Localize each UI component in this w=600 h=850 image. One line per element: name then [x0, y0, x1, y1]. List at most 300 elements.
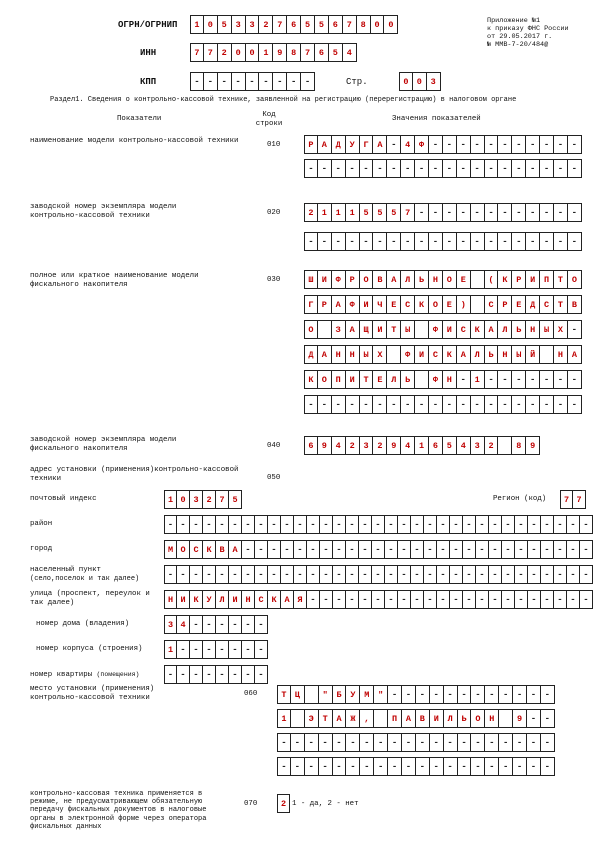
section-title: Раздел1. Сведения о контрольно-кассовой технике, заявленной на регистрацию (перерегистрацию) в налоговом органе [50, 96, 517, 104]
char-cell: - [415, 203, 429, 222]
char-cell: А [402, 709, 416, 728]
inn-field[interactable] [190, 43, 357, 62]
char-cell: О [471, 709, 485, 728]
char-cell: 6 [304, 436, 318, 455]
char-cell: 1 [277, 709, 291, 728]
char-cell: - [320, 565, 333, 584]
char-cell: - [301, 72, 315, 91]
char-cell: - [319, 733, 333, 752]
char-cell: - [424, 565, 437, 584]
char-cell: - [415, 159, 429, 178]
char-cell: Н [485, 709, 499, 728]
char-cell: В [373, 270, 387, 289]
char-cell: 6 [429, 436, 443, 455]
char-cell: А [568, 345, 582, 364]
char-cell: Х [554, 320, 568, 339]
char-cell: Ц [291, 685, 305, 704]
char-cell: - [541, 709, 555, 728]
char-cell: - [429, 395, 443, 414]
column-code: Код строки [255, 111, 283, 128]
char-cell: - [476, 515, 489, 534]
char-cell: ) [457, 295, 471, 314]
char-cell: 4 [401, 436, 415, 455]
row-030-line-5[interactable] [304, 370, 582, 389]
char-cell: О [443, 270, 457, 289]
char-cell: А [346, 320, 360, 339]
char-cell: Л [216, 590, 229, 609]
char-cell: В [216, 540, 229, 559]
char-cell: - [512, 203, 526, 222]
char-cell [415, 320, 429, 339]
char-cell: - [373, 232, 387, 251]
char-cell: Г [304, 295, 318, 314]
house-field[interactable] [164, 615, 268, 634]
char-cell: - [287, 72, 301, 91]
char-cell [499, 709, 513, 728]
char-cell: - [255, 565, 268, 584]
char-cell: - [164, 665, 177, 684]
char-cell: - [471, 733, 485, 752]
char-cell: - [332, 395, 346, 414]
char-cell: - [216, 665, 229, 684]
char-cell: А [387, 270, 401, 289]
char-cell: - [430, 685, 444, 704]
char-cell: А [281, 590, 294, 609]
char-cell: - [457, 203, 471, 222]
char-cell: Н [242, 590, 255, 609]
char-cell: - [320, 515, 333, 534]
char-cell: 2 [373, 436, 387, 455]
char-cell: " [374, 685, 388, 704]
char-cell: - [437, 515, 450, 534]
char-cell: А [333, 709, 347, 728]
char-cell: - [411, 565, 424, 584]
char-cell: Ь [485, 345, 499, 364]
char-cell: - [429, 232, 443, 251]
char-cell: - [359, 565, 372, 584]
char-cell: - [190, 72, 204, 91]
char-cell: - [443, 395, 457, 414]
char-cell: Ф [346, 295, 360, 314]
char-cell: - [567, 565, 580, 584]
char-cell: И [415, 345, 429, 364]
char-cell: - [476, 540, 489, 559]
char-cell: Ф [415, 135, 429, 154]
char-cell: - [437, 540, 450, 559]
char-cell: У [346, 135, 360, 154]
char-cell: М [360, 685, 374, 704]
char-cell: 7 [216, 490, 229, 509]
char-cell: - [203, 640, 216, 659]
row-030-line-3[interactable] [304, 320, 582, 339]
char-cell: - [512, 370, 526, 389]
char-cell: О [318, 370, 332, 389]
row-060-line-4[interactable] [277, 757, 555, 776]
char-cell: 0 [246, 43, 260, 62]
char-cell: - [360, 395, 374, 414]
char-cell: О [177, 540, 190, 559]
char-cell: - [540, 159, 554, 178]
char-cell: - [416, 733, 430, 752]
char-cell: С [190, 540, 203, 559]
char-cell: - [515, 540, 528, 559]
char-cell: - [554, 565, 567, 584]
char-cell: Ф [429, 320, 443, 339]
appendix-line-1: Приложение №1 [487, 17, 541, 25]
char-cell: 4 [332, 436, 346, 455]
char-cell: 2 [203, 490, 216, 509]
char-cell: Т [319, 709, 333, 728]
char-cell: - [541, 565, 554, 584]
char-cell: А [485, 320, 499, 339]
char-cell: - [498, 232, 512, 251]
char-cell: 5 [229, 490, 242, 509]
char-cell: 7 [190, 43, 204, 62]
locality-field[interactable] [164, 565, 593, 584]
char-cell: А [318, 135, 332, 154]
char-cell: Х [373, 345, 387, 364]
char-cell: - [242, 515, 255, 534]
row-040-line-1[interactable] [304, 436, 540, 455]
char-cell: О [429, 295, 443, 314]
char-cell: - [528, 515, 541, 534]
char-cell: - [489, 540, 502, 559]
char-cell: - [450, 590, 463, 609]
row-030-label: полное или краткое наименование модели фискального накопителя [30, 272, 199, 289]
inn-label: ИНН [140, 48, 157, 58]
char-cell: - [540, 370, 554, 389]
ogrn-label: ОГРН/ОГРНИП [118, 20, 178, 30]
char-cell: И [430, 709, 444, 728]
char-cell: К [304, 370, 318, 389]
char-cell: Ы [512, 345, 526, 364]
char-cell: - [554, 515, 567, 534]
char-cell: - [360, 159, 374, 178]
row-020-line-2[interactable] [304, 232, 582, 251]
char-cell: 1 [190, 15, 204, 34]
char-cell: 0 [413, 72, 427, 91]
char-cell: 2 [346, 436, 360, 455]
char-cell: А [332, 295, 346, 314]
char-cell: 5 [329, 43, 343, 62]
char-cell: - [218, 72, 232, 91]
char-cell: - [458, 733, 472, 752]
char-cell: - [476, 565, 489, 584]
char-cell: 9 [513, 709, 527, 728]
char-cell: Н [498, 345, 512, 364]
char-cell: - [568, 159, 582, 178]
char-cell: - [580, 515, 593, 534]
char-cell: Р [346, 270, 360, 289]
char-cell: - [498, 203, 512, 222]
row-060-label: место установки (применения) контрольно-кассовой техники [30, 685, 155, 702]
char-cell: - [385, 590, 398, 609]
char-cell: - [164, 515, 177, 534]
char-cell: - [489, 515, 502, 534]
char-cell: - [512, 135, 526, 154]
char-cell: - [387, 395, 401, 414]
char-cell: - [304, 232, 318, 251]
char-cell: - [307, 540, 320, 559]
char-cell: - [540, 395, 554, 414]
row-070-field[interactable] [277, 794, 290, 813]
char-cell: Ь [512, 320, 526, 339]
apartment-field[interactable] [164, 665, 268, 684]
char-cell: - [515, 565, 528, 584]
char-cell: - [307, 515, 320, 534]
char-cell: - [216, 565, 229, 584]
char-cell: - [281, 540, 294, 559]
row-010-label: наименование модели контрольно-кассовой техники [30, 137, 239, 145]
char-cell: - [305, 757, 319, 776]
char-cell: - [411, 540, 424, 559]
char-cell: 7 [204, 43, 218, 62]
row-030-line-2[interactable] [304, 295, 582, 314]
char-cell: - [485, 757, 499, 776]
ogrn-field[interactable] [190, 15, 398, 34]
char-cell: - [190, 640, 203, 659]
char-cell: - [360, 232, 374, 251]
char-cell: - [567, 540, 580, 559]
char-cell: - [554, 395, 568, 414]
char-cell: - [568, 395, 582, 414]
char-cell: - [268, 565, 281, 584]
char-cell: - [333, 590, 346, 609]
char-cell: - [502, 515, 515, 534]
char-cell: - [346, 733, 360, 752]
char-cell: - [216, 615, 229, 634]
char-cell: С [401, 295, 415, 314]
row-020-line-1[interactable] [304, 203, 582, 222]
char-cell: Л [387, 370, 401, 389]
char-cell: - [304, 395, 318, 414]
char-cell: Т [554, 270, 568, 289]
char-cell: - [568, 135, 582, 154]
char-cell: 9 [387, 436, 401, 455]
char-cell: - [526, 135, 540, 154]
char-cell: - [554, 370, 568, 389]
char-cell: - [554, 590, 567, 609]
char-cell: - [485, 370, 499, 389]
char-cell: - [333, 540, 346, 559]
char-cell: 5 [301, 15, 315, 34]
char-cell: Р [304, 135, 318, 154]
char-cell: - [359, 540, 372, 559]
char-cell: - [190, 615, 203, 634]
char-cell: - [307, 590, 320, 609]
postal-index-field[interactable] [164, 490, 242, 509]
char-cell: А [318, 345, 332, 364]
char-cell: - [216, 515, 229, 534]
char-cell: - [444, 685, 458, 704]
char-cell: - [541, 685, 555, 704]
char-cell: К [498, 270, 512, 289]
char-cell: - [346, 395, 360, 414]
char-cell: 0 [177, 490, 190, 509]
char-cell: - [450, 565, 463, 584]
row-060-code: 060 [244, 690, 258, 698]
char-cell: - [457, 395, 471, 414]
char-cell: - [430, 733, 444, 752]
char-cell: - [190, 515, 203, 534]
char-cell: - [471, 135, 485, 154]
char-cell: 0 [399, 72, 413, 91]
char-cell: - [320, 540, 333, 559]
char-cell: - [204, 72, 218, 91]
page-label: Стр. [346, 77, 368, 87]
char-cell: - [388, 733, 402, 752]
region-code-field[interactable] [560, 490, 586, 509]
char-cell: 0 [204, 15, 218, 34]
char-cell: 8 [512, 436, 526, 455]
row-060-line-3[interactable] [277, 733, 555, 752]
char-cell: П [540, 270, 554, 289]
char-cell: - [568, 320, 582, 339]
char-cell: 2 [304, 203, 318, 222]
char-cell: - [373, 395, 387, 414]
street-label: улица (проспект, переулок и так далее) [30, 590, 150, 607]
char-cell: 0 [232, 43, 246, 62]
page-number-field[interactable] [399, 72, 441, 91]
char-cell: - [402, 685, 416, 704]
char-cell: Л [498, 320, 512, 339]
char-cell: - [541, 757, 555, 776]
char-cell: - [463, 515, 476, 534]
char-cell: - [499, 733, 513, 752]
char-cell: - [498, 159, 512, 178]
building-field[interactable] [164, 640, 268, 659]
char-cell: Э [305, 709, 319, 728]
street-field[interactable] [164, 590, 593, 609]
char-cell: 7 [401, 203, 415, 222]
char-cell: К [471, 320, 485, 339]
row-060-line-1[interactable] [277, 685, 555, 704]
char-cell: - [515, 515, 528, 534]
column-values: Значения показателей [392, 115, 481, 123]
row-030-line-4[interactable] [304, 345, 582, 364]
char-cell: Щ [360, 320, 374, 339]
char-cell: 6 [287, 15, 301, 34]
char-cell: К [443, 345, 457, 364]
char-cell: - [416, 757, 430, 776]
column-indicators: Показатели [117, 115, 162, 123]
char-cell: - [372, 590, 385, 609]
char-cell: - [294, 565, 307, 584]
char-cell: 3 [246, 15, 260, 34]
row-060-line-2[interactable] [277, 709, 555, 728]
char-cell: - [502, 590, 515, 609]
char-cell: - [526, 370, 540, 389]
district-field[interactable] [164, 515, 593, 534]
row-010-line-1[interactable] [304, 135, 582, 154]
char-cell: - [515, 590, 528, 609]
char-cell: У [346, 685, 360, 704]
char-cell: 5 [373, 203, 387, 222]
char-cell: Ы [540, 320, 554, 339]
char-cell: - [360, 733, 374, 752]
char-cell: П [332, 370, 346, 389]
char-cell: Б [333, 685, 347, 704]
char-cell: М [164, 540, 177, 559]
char-cell: Ь [415, 270, 429, 289]
char-cell: - [164, 565, 177, 584]
char-cell: Ф [429, 370, 443, 389]
char-cell: И [177, 590, 190, 609]
char-cell: - [485, 135, 499, 154]
char-cell: - [401, 395, 415, 414]
row-030-line-1[interactable] [304, 270, 582, 289]
row-020-code: 020 [267, 209, 281, 217]
char-cell: - [580, 565, 593, 584]
char-cell: - [332, 232, 346, 251]
char-cell: 9 [273, 43, 287, 62]
char-cell: Р [318, 295, 332, 314]
char-cell: - [294, 540, 307, 559]
apartment-label-text: номер квартиры [30, 671, 93, 679]
char-cell: 1 [164, 490, 177, 509]
char-cell: - [450, 540, 463, 559]
char-cell: - [346, 590, 359, 609]
city-field[interactable] [164, 540, 593, 559]
appendix-line-3: от 29.05.2017 г. [487, 33, 553, 41]
char-cell: Н [554, 345, 568, 364]
char-cell: К [203, 540, 216, 559]
char-cell: - [498, 395, 512, 414]
char-cell: 1 [259, 43, 273, 62]
char-cell: И [346, 370, 360, 389]
char-cell [291, 709, 305, 728]
char-cell: - [319, 757, 333, 776]
char-cell: - [485, 232, 499, 251]
char-cell: К [190, 590, 203, 609]
char-cell: - [332, 159, 346, 178]
char-cell: - [568, 203, 582, 222]
char-cell: - [277, 757, 291, 776]
char-cell: 2 [277, 794, 290, 813]
char-cell: С [540, 295, 554, 314]
row-010-line-2[interactable] [304, 159, 582, 178]
char-cell [374, 709, 388, 728]
char-cell: 3 [164, 615, 177, 634]
kpp-field[interactable] [190, 72, 315, 91]
char-cell [415, 370, 429, 389]
char-cell: - [463, 590, 476, 609]
char-cell: 9 [526, 436, 540, 455]
char-cell: 8 [287, 43, 301, 62]
char-cell: - [242, 540, 255, 559]
apartment-label [30, 670, 139, 680]
char-cell: - [554, 135, 568, 154]
char-cell: - [527, 685, 541, 704]
char-cell: - [528, 540, 541, 559]
char-cell: - [401, 159, 415, 178]
char-cell: 1 [346, 203, 360, 222]
char-cell: Л [471, 345, 485, 364]
char-cell: В [416, 709, 430, 728]
char-cell: - [346, 565, 359, 584]
row-030-line-6[interactable] [304, 395, 582, 414]
char-cell: - [255, 665, 268, 684]
char-cell: - [471, 159, 485, 178]
char-cell: , [360, 709, 374, 728]
char-cell: - [457, 135, 471, 154]
char-cell: - [398, 565, 411, 584]
char-cell: В [568, 295, 582, 314]
char-cell: 4 [457, 436, 471, 455]
char-cell: С [485, 295, 499, 314]
char-cell: - [476, 590, 489, 609]
char-cell: Д [526, 295, 540, 314]
